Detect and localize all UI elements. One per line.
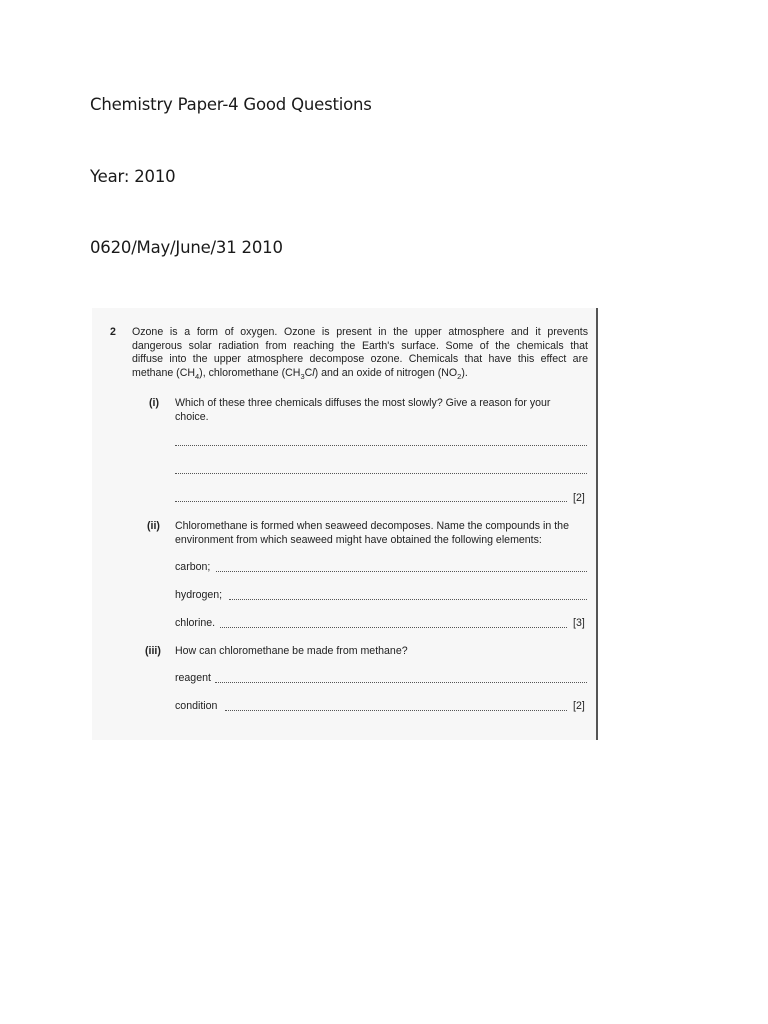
answer-label-hydrogen: hydrogen; <box>175 589 223 601</box>
answer-label-condition: condition <box>175 700 218 712</box>
marks-badge: [3] <box>573 617 585 629</box>
document-year: Year: 2010 <box>90 167 176 186</box>
part-ii-text: Chloromethane is formed when seaweed decomposes. Name the compounds in the environment from which seaweed might have obtained the following elements: <box>175 520 569 546</box>
marks-badge: [2] <box>573 700 585 712</box>
answer-label-carbon: carbon; <box>175 561 211 573</box>
answer-label-chlorine: chlorine. <box>175 617 216 629</box>
intro-line-chemicals: methane $(CH_4)$, chloromethane $(CH_3Cl)$ and an oxide of nitrogen $(NO_2)$. <box>132 366 468 381</box>
answer-line[interactable] <box>229 598 587 600</box>
question-number: 2 <box>110 326 116 338</box>
answer-line[interactable] <box>175 472 587 474</box>
margin-line <box>596 308 598 740</box>
part-iii-text: How can chloromethane be made from methane? <box>175 645 408 657</box>
document-title: Chemistry Paper-4 Good Questions <box>90 95 372 114</box>
part-i-text: Which of these three chemicals diffuses the most slowly? Give a reason for your choice. <box>175 397 551 423</box>
answer-label-reagent: reagent <box>175 672 211 684</box>
intro-line: diffuse into the upper atmosphere decompose ozone. Chemicals that have this effect are <box>132 353 588 366</box>
marks-badge: [2] <box>573 492 585 504</box>
answer-line[interactable] <box>220 626 567 628</box>
paper-reference: 0620/May/June/31 2010 <box>90 238 283 257</box>
answer-line[interactable] <box>225 709 567 711</box>
answer-line[interactable] <box>175 444 587 446</box>
part-iii-label: (iii) <box>145 645 161 657</box>
question-intro <box>132 326 588 380</box>
intro-line: Ozone is a form of oxygen. Ozone is present in the upper atmosphere and it prevents <box>132 326 588 338</box>
part-i-label: (i) <box>149 397 159 409</box>
exam-question-scan <box>92 308 597 740</box>
intro-line: dangerous solar radiation from reaching the Earth's surface. Some of the chemicals that <box>132 339 588 352</box>
answer-line[interactable] <box>215 681 587 683</box>
answer-line[interactable] <box>175 500 567 502</box>
part-ii-label: (ii) <box>147 520 160 532</box>
answer-line[interactable] <box>216 570 587 572</box>
